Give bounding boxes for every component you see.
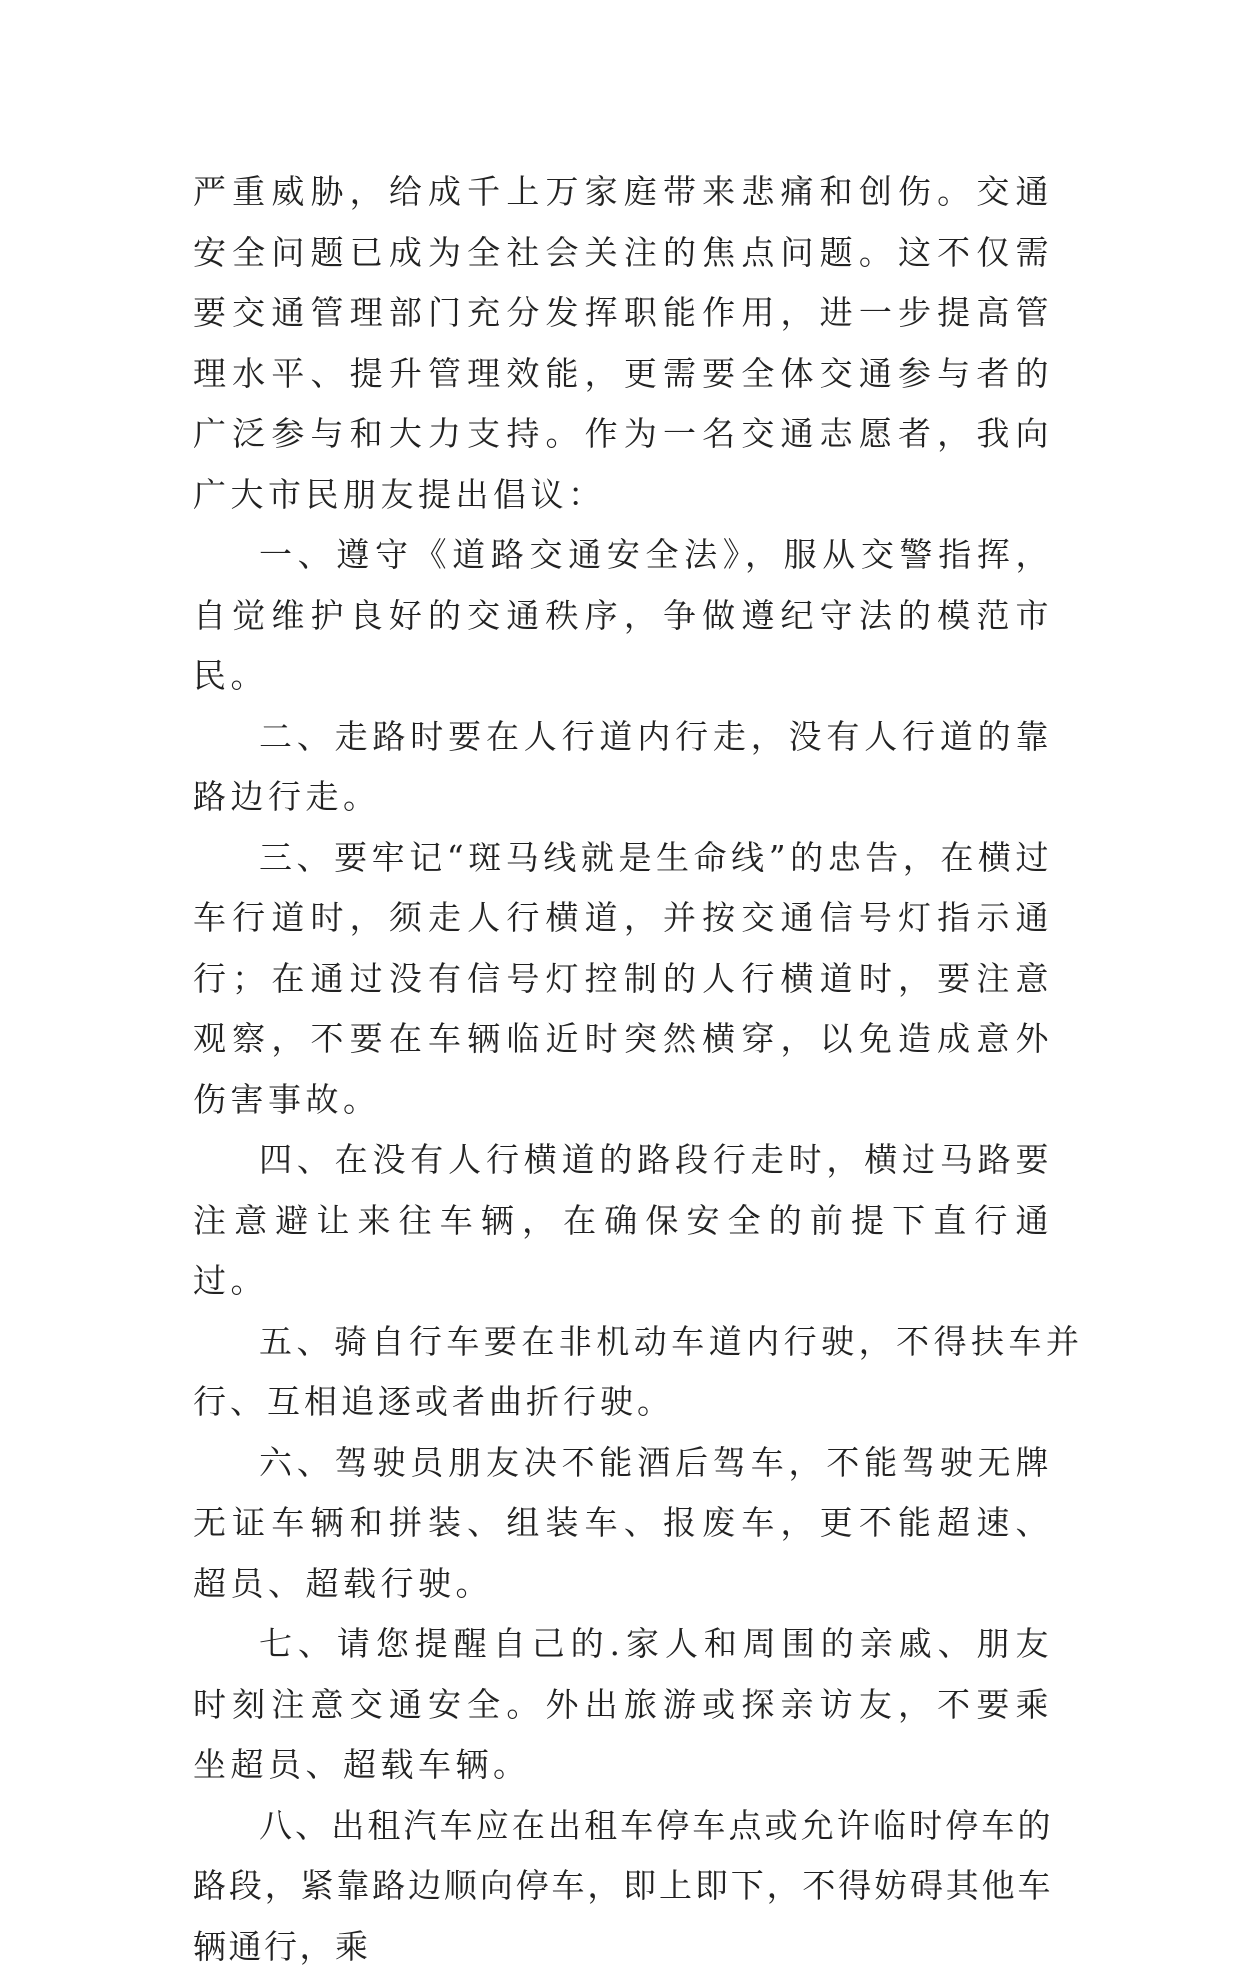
paragraph-item-8: 八、出租汽车应在出租车停车点或允许临时停车的路段，紧靠路边顺向停车，即上即下，不得妨碍其他车辆通行，乘 bbox=[193, 1796, 1053, 1977]
paragraph-item-2: 二、走路时要在人行道内行走，没有人行道的靠路边行走。 bbox=[193, 707, 1053, 828]
paragraph-item-1: 一、遵守《道路交通安全法》，服从交警指挥，自觉维护良好的交通秩序，争做遵纪守法的模范市民。 bbox=[193, 525, 1053, 707]
paragraph-item-7: 七、请您提醒自己的.家人和周围的亲戚、朋友时刻注意交通安全。外出旅游或探亲访友，不要乘坐超员、超载车辆。 bbox=[193, 1614, 1053, 1796]
paragraph-item-3: 三、要牢记“斑马线就是生命线”的忠告，在横过车行道时，须走人行横道，并按交通信号灯指示通行；在通过没有信号灯控制的人行横道时，要注意观察，不要在车辆临近时突然横穿，以免造成意外伤害事故。 bbox=[193, 828, 1053, 1131]
paragraph-item-4: 四、在没有人行横道的路段行走时，横过马路要注意避让来往车辆，在确保安全的前提下直行通过。 bbox=[193, 1130, 1053, 1312]
document-body bbox=[193, 162, 1053, 1977]
paragraph-item-5: 五、骑自行车要在非机动车道内行驶，不得扶车并行、互相追逐或者曲折行驶。 bbox=[193, 1312, 1083, 1433]
paragraph-intro: 严重威胁，给成千上万家庭带来悲痛和创伤。交通安全问题已成为全社会关注的焦点问题。这不仅需要交通管理部门充分发挥职能作用，进一步提高管理水平、提升管理效能，更需要全体交通参与者的广泛参与和大力支持。作为一名交通志愿者，我向广大市民朋友提出倡议： bbox=[193, 162, 1053, 525]
paragraph-item-6: 六、驾驶员朋友决不能酒后驾车，不能驾驶无牌无证车辆和拼装、组装车、报废车，更不能超速、超员、超载行驶。 bbox=[193, 1433, 1053, 1615]
